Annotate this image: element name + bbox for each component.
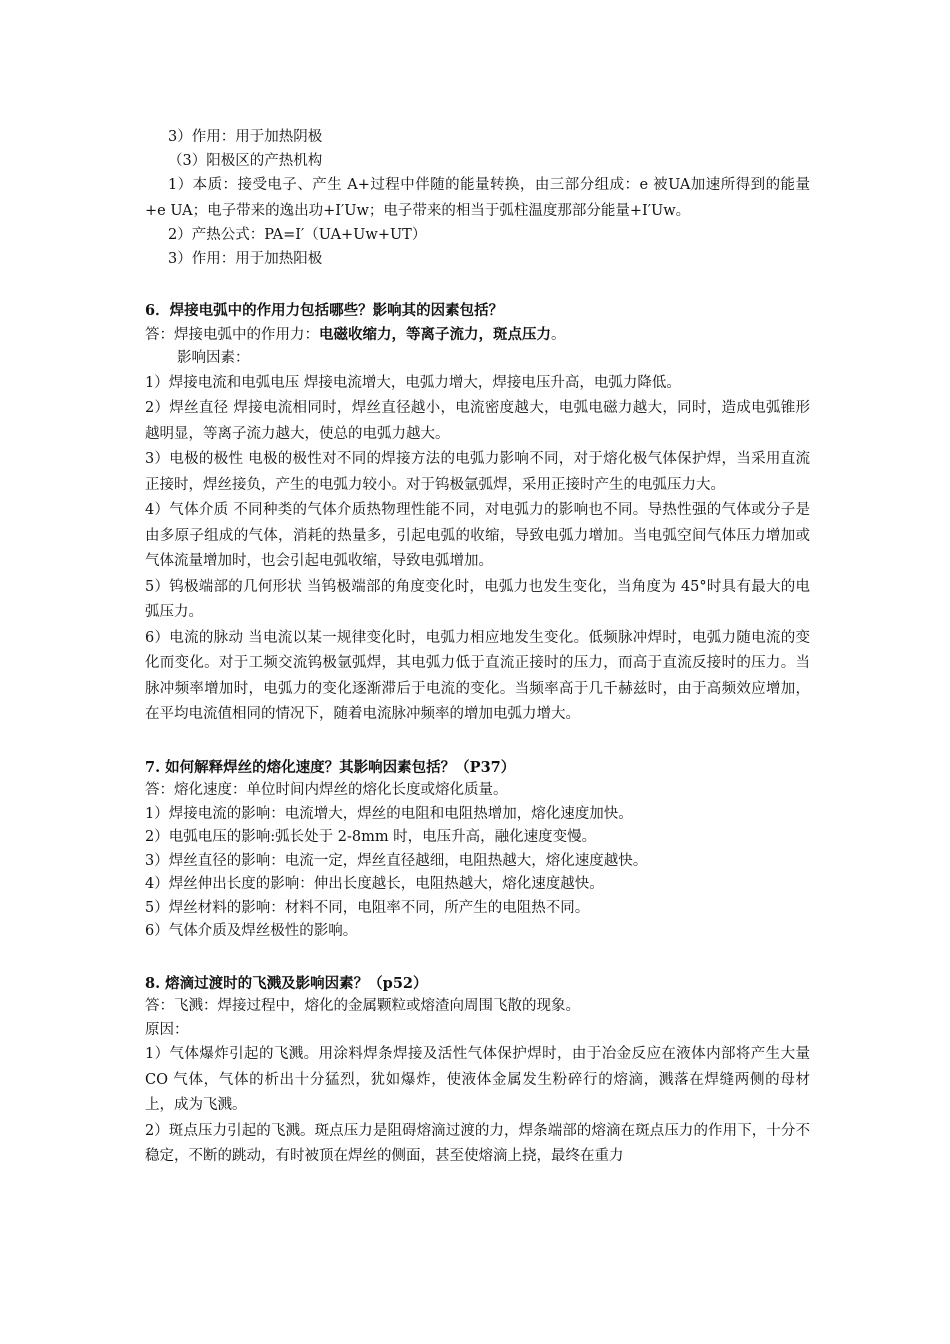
list-item: 1）焊接电流的影响：电流增大，焊丝的电阻和电阻热增加，熔化速度加快。 (145, 805, 633, 822)
list-item: 1）气体爆炸引起的飞溅。用涂料焊条焊接及活性气体保护焊时，由于冶金反应在液体内部将产生大量 CO 气体，气体的析出十分猛烈，犹如爆炸，使液体金属发生粉碎行的熔滴，溅落在焊缝两侧的母材上，成为飞溅。 (145, 1046, 810, 1113)
spacer (145, 728, 810, 756)
list-item: 2）焊丝直径 焊接电流相同时，焊丝直径越小，电流密度越大，电弧电磁力越大，同时，造成电弧锥形越明显，等离子流力越大，使总的电弧力越大。 (145, 400, 810, 442)
answer-line: 答：飞溅：焊接过程中，熔化的金属颗粒或熔渣向周围飞散的现象。 (145, 998, 580, 1014)
paragraph: 2）产热公式：PA=I′（UA+Uw+UT） (168, 227, 427, 243)
list-item: 4）焊丝伸出长度的影响：伸出长度越长，电阻热越大，熔化速度越快。 (145, 876, 604, 892)
list-item: 5）钨极端部的几何形状 当钨极端部的角度变化时，电弧力也发生变化，当角度为 45°时具有最大的电弧压力。 (145, 578, 810, 620)
answer-line (145, 323, 810, 348)
factors-label: 影响因素： (177, 350, 250, 366)
paragraph: 3）作用：用于加热阴极 (168, 129, 323, 145)
section-7 (145, 756, 810, 944)
list-item: 4）气体介质 不同种类的气体介质热物理性能不同，对电弧力的影响也不同。导热性强的气体或分子是由多原子组成的气体，消耗的热量多，引起电弧的收缩，导致电弧力增加。当电弧空间气体压力增加或气体流量增加时，也会引起电弧收缩，导致电弧增加。 (145, 502, 810, 569)
spacer (145, 944, 810, 972)
list-item: 6）气体介质及焊丝极性的影响。 (145, 923, 358, 939)
list-item: 5）焊丝材料的影响：材料不同，电阻率不同，所产生的电阻热不同。 (145, 899, 590, 916)
section-8 (145, 972, 810, 1170)
section-6 (145, 299, 810, 728)
section-heading: 8. 熔滴过渡时的飞溅及影响因素？（p52） (145, 974, 428, 992)
paragraph: 3）作用：用于加热阳极 (168, 250, 323, 267)
list-item: 3）焊丝直径的影响：电流一定，焊丝直径越细，电阻热越大，熔化速度越快。 (145, 852, 648, 869)
list-item: 3）电极的极性 电极的极性对不同的焊接方法的电弧力影响不同，对于熔化极气体保护焊，当采用直流正接时，焊丝接负，产生的电弧力较小。对于钨极氩弧焊，采用正接时产生的电弧压力大。 (145, 451, 810, 493)
section-anode-cathode (145, 126, 810, 271)
list-item: 1）焊接电流和电弧电压 焊接电流增大，电弧力增大，焊接电压升高，电弧力降低。 (145, 374, 681, 391)
spacer (145, 271, 810, 299)
section-heading: 6．焊接电弧中的作用力包括哪些？影响其的因素包括？ (145, 302, 504, 319)
document-body (145, 126, 810, 1170)
answer-prefix: 答：焊接电弧中的作用力： (145, 326, 319, 343)
cause-label: 原因： (145, 1021, 189, 1038)
list-item: 2）斑点压力引起的飞溅。斑点压力是阻碍熔滴过渡的力，焊条端部的熔滴在斑点压力的作用下，十分不稳定，不断的跳动，有时被顶在焊丝的侧面，甚至使熔滴上挠，最终在重力 (145, 1122, 810, 1164)
paragraph: （3）阳极区的产热机构 (168, 152, 323, 169)
answer-bold: 电磁收缩力，等离子流力，斑点压力 (319, 325, 551, 343)
section-heading: 7. 如何解释焊丝的熔化速度？其影响因素包括？（P37） (145, 758, 516, 776)
answer-suffix: 。 (551, 326, 566, 343)
list-item: 6）电流的脉动 当电流以某一规律变化时，电弧力相应地发生变化。低频脉冲焊时，电弧力随电流的变化而变化。对于工频交流钨极氩弧焊，其电弧力低于直流正接时的压力，而高于直流反接时的压力。当脉冲频率增加时，电弧力的变化逐渐滞后于电流的变化。当频率高于几千赫兹时，由于高频效应增加，在平均电流值相同的情况下，随着电流脉冲频率的增加电弧力增大。 (145, 629, 810, 722)
answer-line: 答：熔化速度：单位时间内焊丝的熔化长度或熔化质量。 (145, 782, 508, 798)
paragraph: 1）本质：接受电子、产生 A+过程中伴随的能量转换，由三部分组成：e 被UA加速所得到的能量+e UA；电子带来的逸出功+I′Uw；电子带来的相当于弧柱温度那部分能量+I′Uw。 (145, 177, 810, 219)
list-item: 2）电弧电压的影响:弧长处于 2-8mm 时，电压升高，融化速度变慢。 (145, 829, 597, 845)
